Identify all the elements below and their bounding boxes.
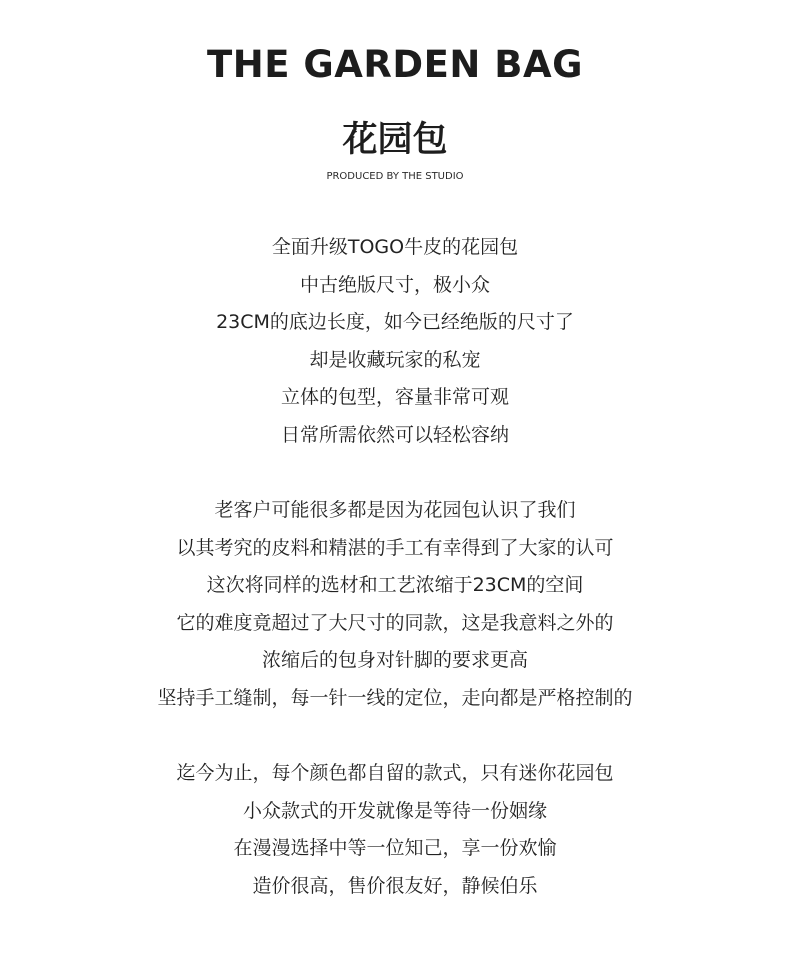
- paragraph-3: [0, 755, 790, 905]
- text-line: 立体的包型，容量非常可观: [280, 386, 509, 409]
- text-line: 在漫漫选择中等一位知己，享一份欢愉: [233, 837, 557, 860]
- text-line: 以其考究的皮料和精湛的手工有幸得到了大家的认可: [176, 536, 614, 559]
- text-line: 老客户可能很多都是因为花园包认识了我们: [214, 499, 576, 521]
- text-line: 造价很高，售价很友好，静候伯乐: [252, 874, 538, 897]
- text-line: 日常所需依然可以轻松容纳: [280, 423, 509, 446]
- text-line: 全面升级TOGO牛皮的花园包: [271, 236, 519, 258]
- text-line: 这次将同样的选材和工艺浓缩于23CM的空间: [206, 574, 584, 597]
- page-title-chinese: 花园包: [342, 120, 448, 160]
- text-line: 却是收藏玩家的私宠: [309, 348, 481, 371]
- text-line: 中古绝版尺寸，极小众: [299, 273, 490, 296]
- text-line: 它的难度竟超过了大尺寸的同款，这是我意料之外的: [176, 611, 614, 634]
- paragraph-2: [0, 492, 790, 718]
- text-line: 小众款式的开发就像是等待一份姻缘: [242, 799, 547, 822]
- text-line: 坚持手工缝制，每一针一线的定位，走向都是严格控制的: [157, 686, 633, 709]
- paragraph-1: [0, 229, 790, 455]
- text-line: 迄今为止，每个颜色都自留的款式，只有迷你花园包: [176, 762, 614, 784]
- page-title-english: THE GARDEN BAG: [207, 43, 583, 86]
- text-line: 浓缩后的包身对针脚的要求更高: [261, 649, 528, 672]
- text-line: 23CM的底边长度，如今已经绝版的尺寸了: [216, 311, 574, 334]
- studio-credit: PRODUCED BY THE STUDIO: [326, 171, 464, 182]
